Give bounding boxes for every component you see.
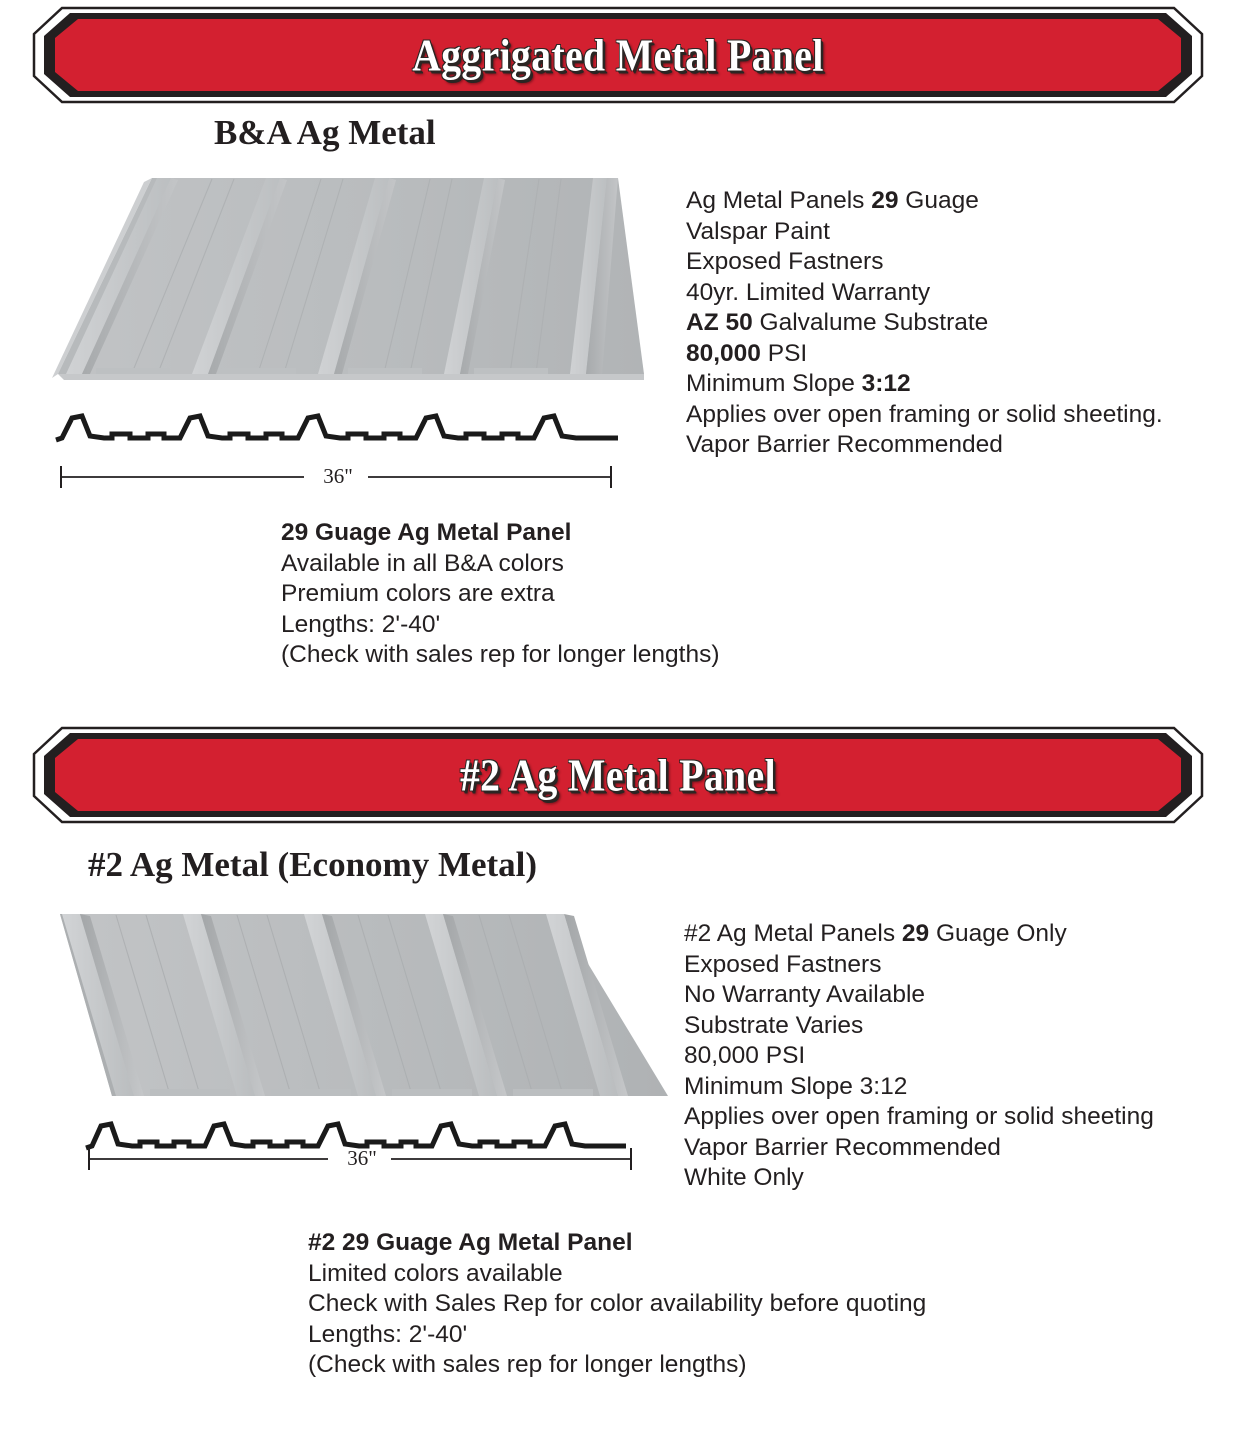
spec-line: 80,000 PSI: [684, 1042, 806, 1069]
spec-line: Exposed Fastners: [684, 950, 882, 978]
spec-line: White Only: [684, 1164, 804, 1191]
caption-title: 29 Guage Ag Metal Panel: [281, 519, 572, 546]
banner-2-ag-metal-panel: [28, 726, 1208, 824]
panel-3d-svg-1: [44, 172, 644, 387]
spec-line: Vapor Barrier Recommended: [684, 1133, 1001, 1161]
spec-line: 40yr. Limited Warranty: [686, 278, 931, 306]
banner-shape: [28, 6, 1208, 104]
spec-list-1: [686, 186, 1163, 461]
caption-block-2: [308, 1228, 926, 1381]
caption-line: Lengths: 2'-40': [281, 610, 441, 638]
spec-line: Vapor Barrier Recommended: [686, 431, 1003, 458]
banner-title: Aggrigated Metal Panel: [412, 29, 824, 81]
section-heading-ba-ag-metal: B&A Ag Metal: [214, 113, 436, 152]
dimension-label-1: 36": [323, 464, 353, 488]
banner-title: #2 Ag Metal Panel: [459, 749, 777, 801]
banner-aggrigated-metal-panel: [28, 6, 1208, 104]
dimension-line-2: [86, 1146, 634, 1172]
spec-line: Substrate Varies: [684, 1011, 864, 1039]
spec-line: Minimum Slope 3:12: [684, 1072, 908, 1100]
spec-line: Valspar Paint: [686, 217, 830, 245]
spec-line: Applies over open framing or solid sheeting: [684, 1103, 1154, 1130]
spec-list-2: [684, 919, 1154, 1194]
spec-line: AZ 50 Galvalume Substrate: [686, 309, 989, 336]
caption-line: Limited colors available: [308, 1259, 563, 1287]
spec-line: Minimum Slope 3:12: [686, 370, 911, 397]
caption-line: Lengths: 2'-40': [308, 1320, 468, 1348]
dimension-line-1: [58, 464, 614, 490]
panel-3d-illustration-1: [44, 172, 644, 387]
panel-3d-illustration-2: [50, 908, 675, 1108]
profile-svg-1: [52, 408, 622, 450]
panel-profile-cross-section-1: [52, 408, 622, 450]
dimension-label-2: 36": [347, 1146, 377, 1170]
spec-line: 80,000 PSI: [686, 339, 808, 367]
caption-line: Premium colors are extra: [281, 580, 555, 607]
spec-line: #2 Ag Metal Panels 29 Guage Only: [684, 920, 1067, 947]
panel-3d-svg-2: [50, 908, 675, 1108]
caption-line: (Check with sales rep for longer lengths): [281, 641, 720, 668]
caption-line: (Check with sales rep for longer lengths): [308, 1351, 747, 1378]
caption-title: #2 29 Guage Ag Metal Panel: [308, 1229, 633, 1256]
caption-line: Available in all B&A colors: [281, 549, 564, 577]
spec-line: No Warranty Available: [684, 981, 926, 1008]
section-heading-2-ag-metal-economy: #2 Ag Metal (Economy Metal): [88, 845, 538, 884]
spec-line: Exposed Fastners: [686, 248, 884, 275]
caption-line: Check with Sales Rep for color availability before quoting: [308, 1290, 927, 1317]
spec-line: Ag Metal Panels 29 Guage: [686, 187, 979, 214]
banner-shape: [28, 726, 1208, 824]
spec-line: Applies over open framing or solid sheeting.: [686, 400, 1163, 428]
caption-block-1: [281, 518, 719, 671]
